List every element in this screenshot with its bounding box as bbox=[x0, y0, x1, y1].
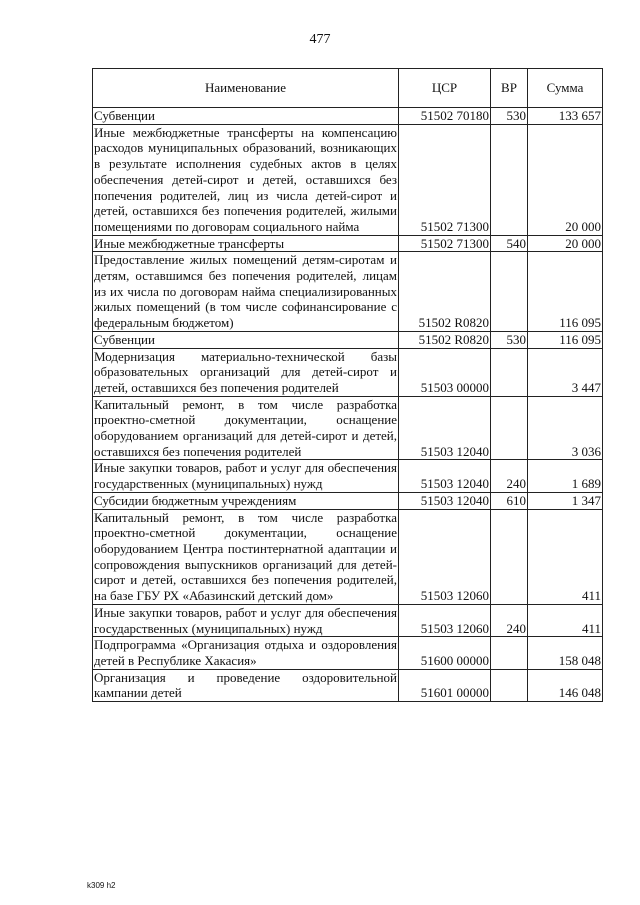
row-sum: 20 000 bbox=[528, 124, 603, 235]
row-vr bbox=[491, 637, 528, 669]
header-name: Наименование bbox=[93, 69, 399, 108]
table-row bbox=[93, 460, 603, 492]
row-sum: 116 095 bbox=[528, 331, 603, 348]
row-vr bbox=[491, 669, 528, 701]
row-csr: 51502 70180 bbox=[399, 108, 491, 125]
row-vr bbox=[491, 252, 528, 332]
row-vr: 240 bbox=[491, 604, 528, 636]
table-header-row bbox=[93, 69, 603, 108]
table-row bbox=[93, 348, 603, 396]
row-sum: 411 bbox=[528, 604, 603, 636]
table-row bbox=[93, 492, 603, 509]
row-sum: 20 000 bbox=[528, 235, 603, 252]
page-number: 477 bbox=[309, 32, 331, 47]
row-vr bbox=[491, 348, 528, 396]
row-vr bbox=[491, 124, 528, 235]
row-name: Иные межбюджетные трансферты на компенсацию расходов муниципальных образований, возникающих в результате исполнения судебных актов в целях обеспечения детей-сирот и детей, оставшихся без попечения родителей, лиц из числа детей-сирот и детей, оставшихся без попечения родителей, жилыми помещениями по договорам социального найма bbox=[94, 124, 397, 234]
row-csr: 51502 71300 bbox=[399, 124, 491, 235]
row-csr: 51503 00000 bbox=[399, 348, 491, 396]
row-name: Модернизация материально-технической базы образовательных организаций для детей-сирот и детей, оставшихся без попечения родителей bbox=[94, 348, 397, 395]
row-sum: 133 657 bbox=[528, 108, 603, 125]
row-name: Капитальный ремонт, в том числе разработка проектно-сметной документации, оснащение оборудованием Центра постинтернатной адаптации и сопровождения выпускников организаций для детей-сирот и детей, оставшихся без попечения родителей, на базе ГБУ РХ «Абазинский детский дом» bbox=[94, 509, 397, 604]
row-vr: 540 bbox=[491, 235, 528, 252]
row-vr: 530 bbox=[491, 108, 528, 125]
row-name: Предоставление жилых помещений детям-сиротам и детям, оставшимся без попечения родителей, лицам из их числа по договорам найма специализированных жилых помещений (в том числе софинансирование с федеральным бюджетом) bbox=[94, 252, 397, 331]
table-row bbox=[93, 235, 603, 252]
table-row bbox=[93, 637, 603, 669]
row-name: Субвенции bbox=[93, 108, 399, 125]
row-name: Подпрограмма «Организация отдыха и оздоровления детей в Республике Хакасия» bbox=[94, 637, 397, 668]
row-name: Иные межбюджетные трансферты bbox=[93, 235, 399, 252]
table-row bbox=[93, 509, 603, 604]
row-name: Капитальный ремонт, в том числе разработка проектно-сметной документации, оснащение оборудованием организаций для детей-сирот и детей, оставшихся без попечения родителей bbox=[94, 396, 397, 459]
table-row bbox=[93, 396, 603, 460]
row-csr: 51502 R0820 bbox=[399, 252, 491, 332]
table-row bbox=[93, 252, 603, 332]
table-row bbox=[93, 604, 603, 636]
row-sum: 3 447 bbox=[528, 348, 603, 396]
table-row bbox=[93, 108, 603, 125]
row-csr: 51503 12040 bbox=[399, 460, 491, 492]
row-vr: 610 bbox=[491, 492, 528, 509]
header-vr: ВР bbox=[491, 69, 528, 108]
row-sum: 1 689 bbox=[528, 460, 603, 492]
row-csr: 51502 71300 bbox=[399, 235, 491, 252]
row-name: Субсидии бюджетным учреждениям bbox=[93, 492, 399, 509]
row-csr: 51502 R0820 bbox=[399, 331, 491, 348]
header-sum: Сумма bbox=[528, 69, 603, 108]
row-name: Иные закупки товаров, работ и услуг для обеспечения государственных (муниципальных) нужд bbox=[94, 460, 397, 492]
footer-code: k309 h2 bbox=[87, 881, 116, 890]
row-sum: 411 bbox=[528, 509, 603, 604]
row-vr: 240 bbox=[491, 460, 528, 492]
table-row bbox=[93, 669, 603, 701]
row-vr bbox=[491, 509, 528, 604]
row-vr: 530 bbox=[491, 331, 528, 348]
row-sum: 3 036 bbox=[528, 396, 603, 460]
table-row bbox=[93, 331, 603, 348]
budget-table bbox=[92, 68, 603, 702]
row-sum: 116 095 bbox=[528, 252, 603, 332]
row-sum: 146 048 bbox=[528, 669, 603, 701]
row-name: Организация и проведение оздоровительной кампании детей bbox=[94, 669, 397, 701]
row-csr: 51503 12040 bbox=[399, 396, 491, 460]
row-name: Субвенции bbox=[93, 331, 399, 348]
row-vr bbox=[491, 396, 528, 460]
row-sum: 1 347 bbox=[528, 492, 603, 509]
row-csr: 51503 12060 bbox=[399, 604, 491, 636]
row-csr: 51503 12060 bbox=[399, 509, 491, 604]
row-sum: 158 048 bbox=[528, 637, 603, 669]
header-csr: ЦСР bbox=[399, 69, 491, 108]
row-csr: 51600 00000 bbox=[399, 637, 491, 669]
row-csr: 51503 12040 bbox=[399, 492, 491, 509]
table-row bbox=[93, 124, 603, 235]
row-csr: 51601 00000 bbox=[399, 669, 491, 701]
row-name: Иные закупки товаров, работ и услуг для обеспечения государственных (муниципальных) нужд bbox=[94, 604, 397, 636]
